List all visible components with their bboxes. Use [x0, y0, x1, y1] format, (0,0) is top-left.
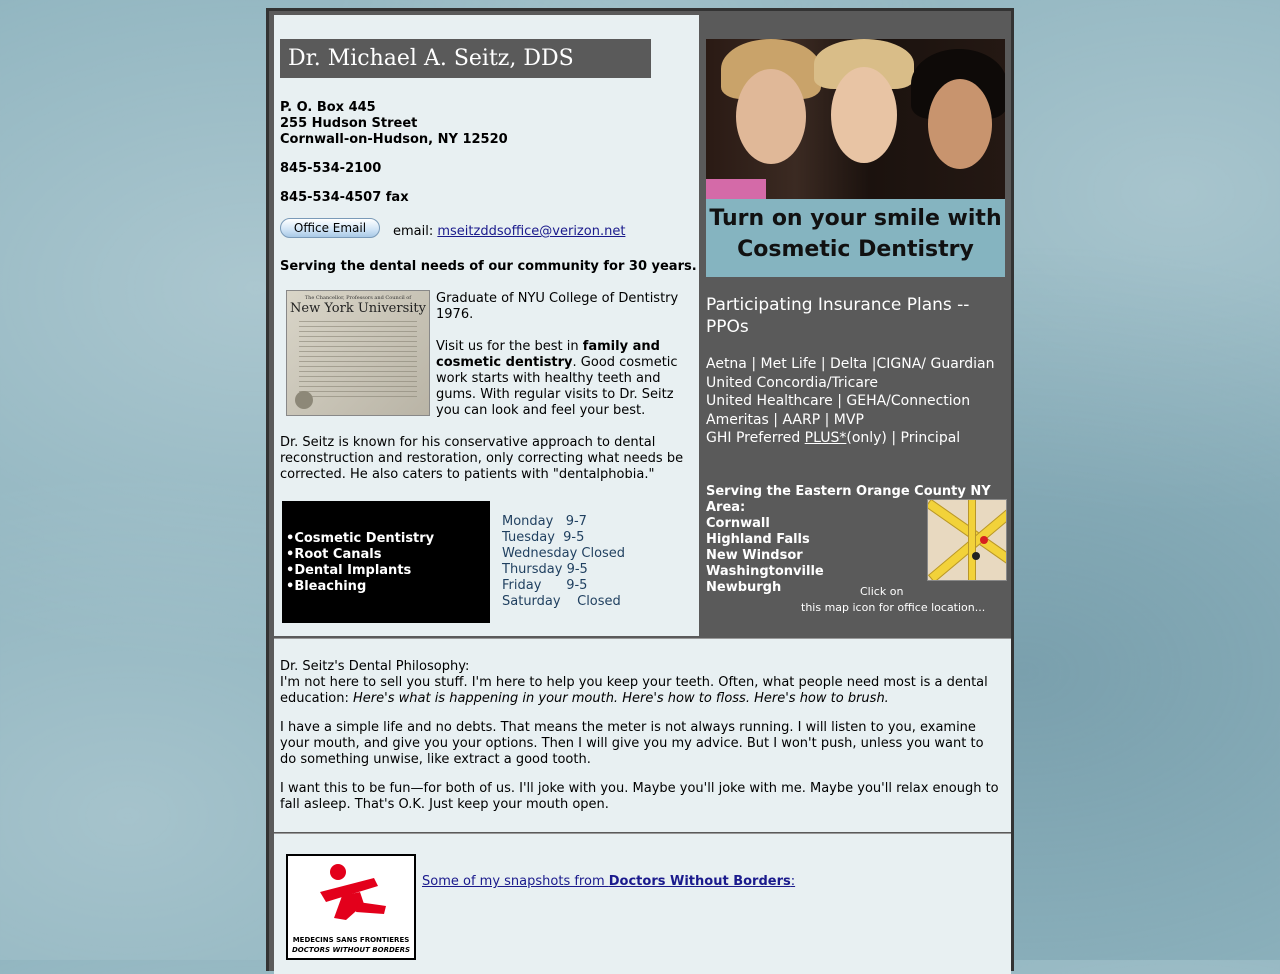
msf-logo[interactable]: [286, 854, 416, 960]
diploma-header: The Chancellor, Professors and Council of: [304, 295, 412, 301]
hours-row: Thursday 9-5: [502, 562, 588, 577]
conservative-approach-text: Dr. Seitz is known for his conservative approach to dental reconstruction and restoration, only correcting what needs be corrected. He also caters to patients with "dentalphobia.": [280, 435, 684, 482]
address-line-3: Cornwall-on-Hudson, NY 12520: [280, 132, 508, 147]
graduate-text: [436, 291, 691, 435]
doctors-without-borders-section: [274, 833, 1011, 974]
insurance-line: United Concordia/Tricare: [706, 374, 878, 391]
office-hours: [502, 514, 625, 610]
town-item: Cornwall: [706, 516, 770, 531]
insurance-line: GHI Preferred PLUS*(only) | Principal: [706, 430, 961, 446]
map-caption-text: this map icon for office location...: [801, 601, 986, 614]
graduate-line: Graduate of NYU College of Dentistry 1976.: [436, 291, 679, 322]
town-item: Highland Falls: [706, 532, 810, 547]
service-item: • Cosmetic Dentistry: [286, 531, 490, 547]
address-line-1: P. O. Box 445: [280, 100, 376, 115]
promo-text: [706, 199, 1005, 277]
diploma-text-lines: [299, 321, 417, 401]
msf-snapshots-link[interactable]: Some of my snapshots from Doctors Without Borders:: [422, 874, 796, 889]
town-item: Washingtonville: [706, 564, 824, 579]
insurance-heading: Participating Insurance Plans -- PPOs: [706, 295, 970, 337]
hours-row: Saturday Closed: [502, 594, 621, 609]
service-item: • Root Canals: [286, 547, 490, 563]
town-item: New Windsor: [706, 548, 803, 563]
philosophy-paragraph-2: I have a simple life and no debts. That means the meter is not always running. I will listen to you, examine your mouth, and give you your options. Then I will give you my advice. But I won't push, unless you want to do something unwise, like extract a good tooth.: [280, 720, 984, 767]
insurance-line: Aetna | Met Life | Delta |CIGNA/ Guardian: [706, 356, 995, 372]
email-line: [393, 224, 625, 239]
insurance-list: [706, 355, 995, 448]
hours-row: Monday 9-7: [502, 514, 587, 529]
visit-paragraph: Visit us for the best in family and cosmetic dentistry. Good cosmetic work starts with healthy teeth and gums. With regular visits to Dr. Seitz you can look and feel your best.: [436, 339, 678, 418]
office-email-button[interactable]: Office Email: [280, 218, 380, 238]
nyu-diploma-image: [286, 290, 430, 416]
serving-statement: Serving the dental needs of our community for 30 years.: [280, 259, 697, 274]
left-column: [274, 15, 699, 636]
fax-number: 845-534-4507 fax: [280, 190, 409, 205]
diploma-seal-icon: [295, 391, 313, 409]
service-area-heading: Serving the Eastern Orange County NY Area:: [706, 484, 991, 515]
hours-row: Wednesday Closed: [502, 546, 626, 561]
service-item: • Bleaching: [286, 579, 490, 595]
right-column: [700, 15, 1011, 636]
smiling-women-photo: [706, 39, 1005, 199]
philosophy-title: Dr. Seitz's Dental Philosophy:: [280, 659, 470, 674]
email-label: email:: [393, 224, 434, 239]
cosmetic-promo-banner: [706, 39, 1005, 277]
philosophy-paragraph-1: I'm not here to sell you stuff. I'm here to help you keep your teeth. Often, what people need most is a dental education: Here's what is happening in your mouth. Here's how to floss. Here's how to brush.: [280, 675, 988, 706]
town-item: Newburgh: [706, 580, 782, 595]
phone-number: 845-534-2100: [280, 161, 382, 176]
email-link[interactable]: mseitzddsoffice@verizon.net: [437, 224, 626, 239]
insurance-line: United Healthcare | GEHA/Connection: [706, 393, 971, 409]
doctor-name-heading: Dr. Michael A. Seitz, DDS: [280, 39, 651, 78]
service-item: • Dental Implants: [286, 563, 490, 579]
hours-row: Tuesday 9-5: [502, 530, 585, 545]
hours-row: Friday 9-5: [502, 578, 588, 593]
page-frame: [266, 8, 1014, 971]
philosophy-paragraph-3: I want this to be fun—for both of us. I'll joke with you. Maybe you'll joke with me. Maybe you'll relax enough to fall asleep. That's O.K. Just keep your mouth open.: [280, 781, 999, 812]
msf-logo-line-1: MEDECINS SANS FRONTIERES: [292, 936, 410, 944]
address-line-2: 255 Hudson Street: [280, 116, 418, 131]
map-click-on-text: Click on: [860, 585, 904, 598]
philosophy-section: [274, 638, 1011, 832]
map-icon[interactable]: [927, 499, 1007, 581]
services-box: [282, 501, 490, 623]
promo-line-1: Turn on your smile with: [709, 206, 1002, 231]
plus-link[interactable]: PLUS*: [804, 430, 847, 446]
insurance-line: Ameritas | AARP | MVP: [706, 411, 864, 428]
promo-line-2: Cosmetic Dentistry: [737, 237, 974, 262]
visit-emphasis: family and cosmetic dentistry: [436, 339, 660, 370]
msf-logo-line-2: DOCTORS WITHOUT BORDERS: [292, 946, 410, 954]
diploma-university: New York University: [290, 301, 426, 316]
msf-running-man-icon: [312, 862, 392, 932]
